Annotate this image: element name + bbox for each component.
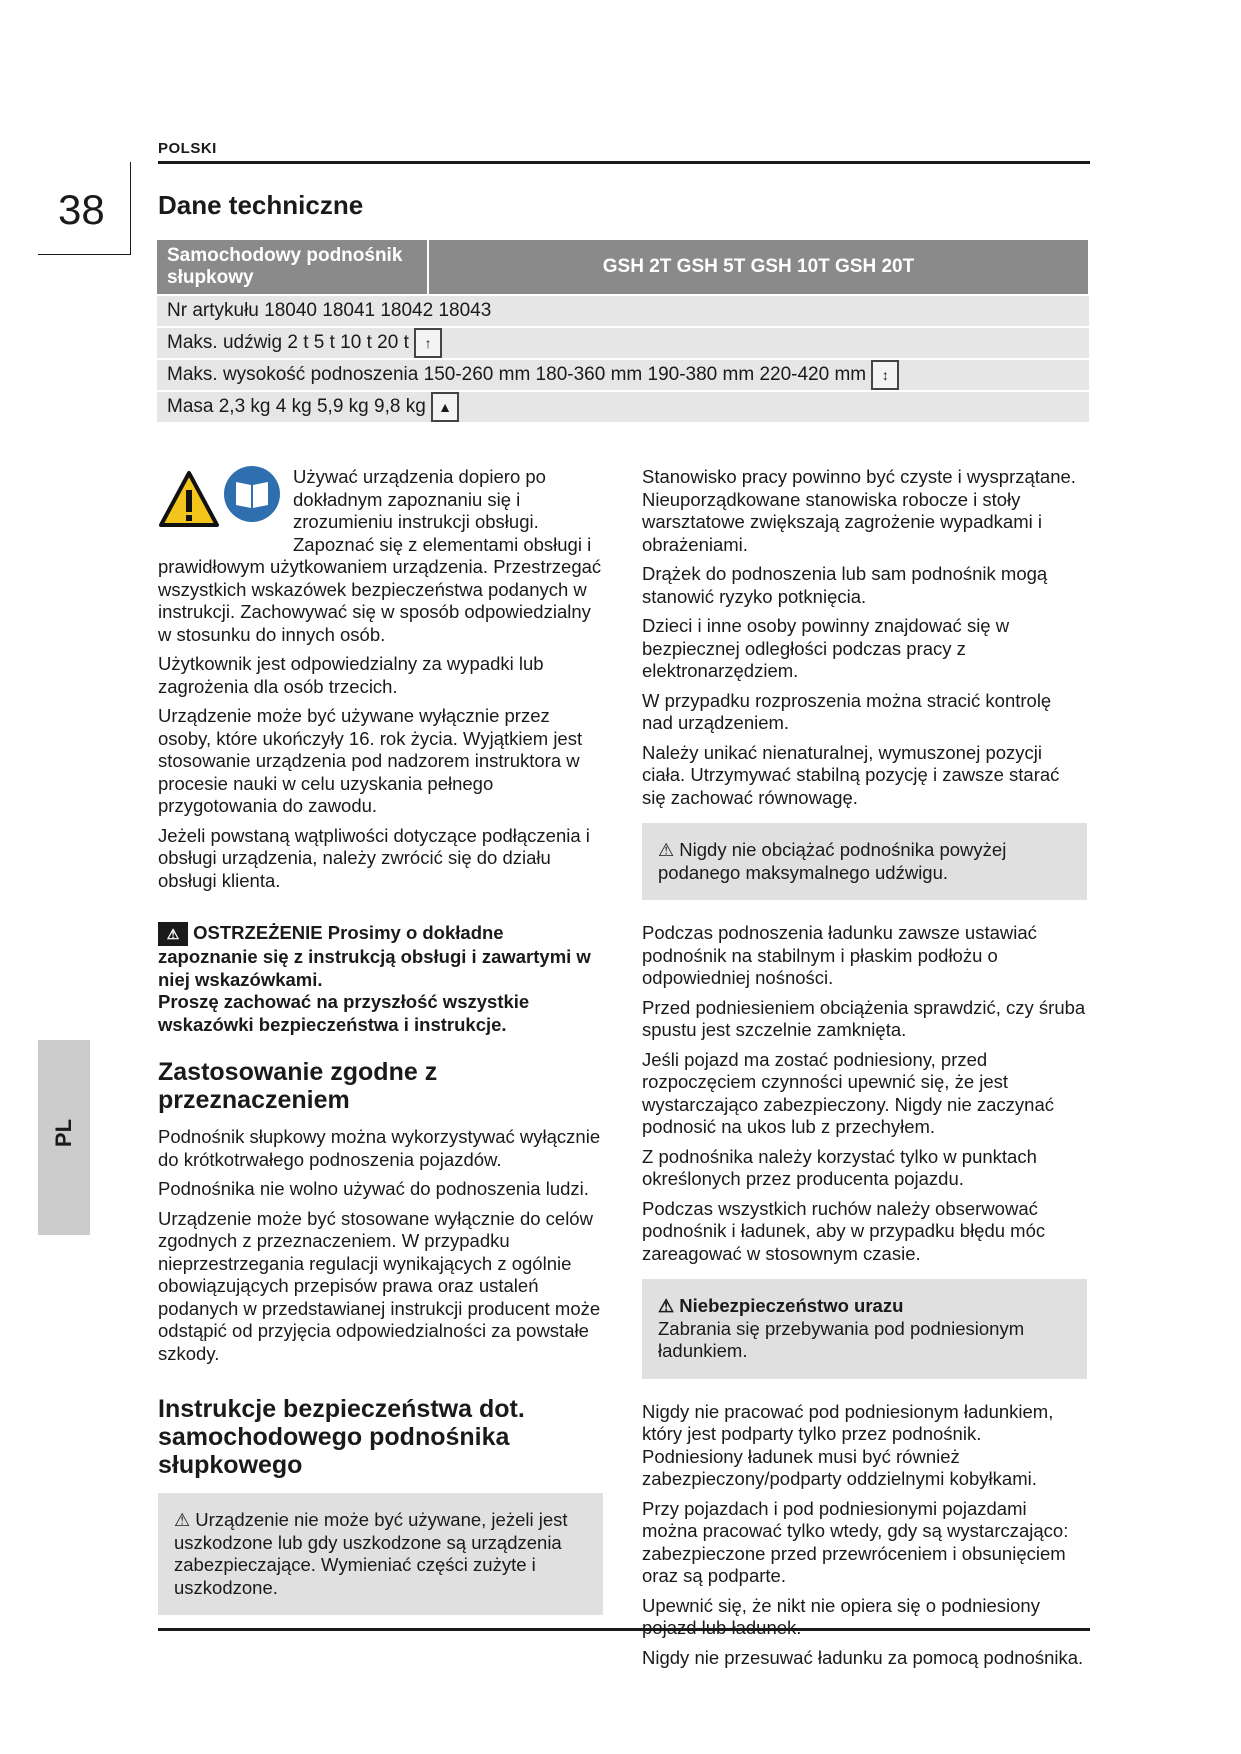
section-heading: Zastosowanie zgodne z przeznaczeniem	[158, 1058, 438, 1115]
caution-icon: ⚠	[658, 840, 675, 860]
paragraph: Podnośnik słupkowy można wykorzystywać wyłącznie do krótkotrwałego podnoszenia pojazdów.	[158, 1126, 601, 1170]
lift-height-icon: ↕	[871, 360, 899, 390]
spec-row	[157, 327, 1089, 359]
paragraph: Nigdy nie pracować pod podniesionym ładunkiem, który jest podparty tylko przez podnośnik. Podniesiony ładunek musi być również zabezpieczony/podparty oddzielnymi kobyłkami.	[642, 1400, 1054, 1489]
notice-text: Zabrania się przebywania pod podniesionym ładunkiem.	[658, 1317, 1025, 1361]
paragraph: Podczas wszystkich ruchów należy obserwować podnośnik i ładunek, aby w przypadku błędu móc zareagować w stosownym czasie.	[642, 1197, 1046, 1264]
paragraph: Stanowisko pracy powinno być czyste i wysprzątane. Nieuporządkowane stanowiska robocze i stoły warsztatowe zwiększają zagrożenie wypadkami i obrażeniami.	[642, 466, 1076, 555]
warning-icon	[158, 470, 220, 528]
paragraph: Z podnośnika należy korzystać tylko w punktach określonych przez producenta pojazdu.	[642, 1145, 1037, 1189]
paragraph: Jeżeli powstaną wątpliwości dotyczące podłączenia i obsługi urządzenia, należy zwrócić się do działu obsługi klienta.	[158, 824, 590, 891]
paragraph: Przy pojazdach i pod podniesionymi pojazdami można pracować tylko wtedy, gdy są wystarczająco: zabezpieczone przed przewróceniem i obsunięciem oraz są podparte.	[642, 1497, 1069, 1586]
lift-capacity-icon: ↑	[414, 328, 442, 358]
page-number: 38	[58, 186, 105, 233]
spec-header-label: Samochodowy podnośnik słupkowy	[157, 240, 428, 295]
weight-icon: ▲	[431, 392, 459, 422]
paragraph: Należy unikać nienaturalnej, wymuszonej pozycji ciała. Utrzymywać stabilną pozycję i zawsze starać się zachować równowagę.	[642, 741, 1060, 808]
warning-text-2: Proszę zachować na przyszłość wszystkie wskazówki bezpieczeństwa i instrukcje.	[158, 991, 530, 1035]
right-column	[642, 466, 1087, 1676]
paragraph: Podnośnika nie wolno używać do podnoszenia ludzi.	[158, 1178, 589, 1200]
left-column	[158, 466, 603, 1637]
spec-row-text: Maks. wysokość podnoszenia 150-260 mm 180-360 mm 190-380 mm 220-420 mm	[167, 364, 867, 385]
paragraph: Urządzenie może być stosowane wyłącznie do celów zgodnych z przeznaczeniem. W przypadku nieprzestrzegania regulacji wynikających z ogólnie obowiązujących przepisów prawa oraz ustaleń podanych w przedstawianej instrukcji producent może odstąpić od przyjęcia odpowiedzialności za powstałe szkody.	[158, 1207, 601, 1364]
caution-icon: ⚠	[174, 1510, 191, 1531]
spec-row-text: Masa 2,3 kg 4 kg 5,9 kg 9,8 kg	[167, 396, 426, 417]
warning-badge-icon: ⚠	[158, 922, 188, 946]
spec-row	[157, 359, 1089, 391]
warning-text: Prosimy o dokładne zapoznanie się z instrukcją obsługi i zawartymi w niej wskazówkami.	[158, 922, 591, 990]
paragraph: Urządzenie może być używane wyłącznie przez osoby, które ukończyły 16. rok życia. Wyjątkiem jest stosowanie urządzenia pod nadzorem instruktora w procesie nauki w celu uzyskania pełnego przygotowania do zawodu.	[158, 705, 583, 816]
paragraph: Nigdy nie przesuwać ładunku za pomocą podnośnika.	[642, 1646, 1084, 1668]
notice-box	[642, 823, 1087, 900]
paragraph: Upewnić się, że nikt nie opiera się o podniesiony	[642, 1594, 1040, 1616]
page-title: Dane techniczne	[158, 190, 364, 220]
paragraph: Jeśli pojazd ma zostać podniesiony, przed rozpoczęciem czynności upewnić się, że jest wystarczająco zabezpieczony. Nigdy nie zaczynać podnosić na ukos lub z przechyłem.	[642, 1048, 1054, 1137]
notice-box	[642, 1279, 1087, 1379]
caution-icon: ⚠	[658, 1296, 675, 1316]
paragraph: Drążek do podnoszenia lub sam podnośnik mogą stanowić ryzyko potknięcia.	[642, 563, 1048, 607]
intro-paragraph: Używać urządzenia dopiero po dokładnym zapoznaniu się i zrozumieniu instrukcji obsługi. Zapoznać się z elementami obsługi i prawidłowym użytkowaniem urządzenia. Przestrzegać wszystkich wskazówek bezpieczeństwa podanych w instrukcji. Zachowywać się w sposób odpowiedzialny w stosunku do innych osób.	[158, 466, 602, 645]
section-heading: Instrukcje bezpieczeństwa dot. samochodowego podnośnika słupkowego	[158, 1395, 525, 1480]
spec-row: Nr artykułu 18040 18041 18042 18043	[157, 295, 1089, 327]
paragraph: Przed podniesieniem obciążenia sprawdzić, czy śruba spustu jest szczelnie zamknięta.	[642, 996, 1086, 1040]
bottom-rule	[158, 1628, 1090, 1631]
paragraph: Podczas podnoszenia ładunku zawsze ustawiać podnośnik na stabilnym i płaskim podłożu o odpowiedniej nośności.	[642, 922, 1037, 988]
language-side-label: PL	[51, 1118, 76, 1148]
spec-row-text: Maks. udźwig 2 t 5 t 10 t 20 t	[167, 332, 409, 353]
spec-header-models: GSH 2T GSH 5T GSH 10T GSH 20T	[428, 240, 1089, 295]
warning-block	[158, 922, 603, 1036]
read-manual-icon	[224, 466, 280, 522]
spec-row	[157, 391, 1089, 422]
spec-table	[157, 240, 1090, 422]
language-header: POLSKI	[158, 140, 217, 157]
paragraph: W przypadku rozproszenia można stracić kontrolę nad urządzeniem.	[642, 689, 1052, 733]
notice-text: Nigdy nie obciążać podnośnika powyżej podanego maksymalnego udźwigu.	[658, 839, 1007, 883]
notice-box	[158, 1493, 603, 1615]
manual-icons	[158, 466, 291, 538]
top-rule	[158, 161, 1090, 164]
warning-label: OSTRZEŻENIE	[193, 922, 323, 943]
paragraph: Dzieci i inne osoby powinny znajdować się w bezpiecznej odległości podczas pracy z elektronarzędziem.	[642, 615, 1010, 681]
notice-text: Urządzenie nie może być używane, jeżeli jest uszkodzone lub gdy uszkodzone są urządzenia zabezpieczające. Wymieniać części zużyte i uszkodzone.	[174, 1509, 568, 1598]
paragraph: Użytkownik jest odpowiedzialny za wypadki lub zagrożenia dla osób trzecich.	[158, 653, 544, 697]
notice-title: Niebezpieczeństwo urazu	[679, 1295, 904, 1316]
